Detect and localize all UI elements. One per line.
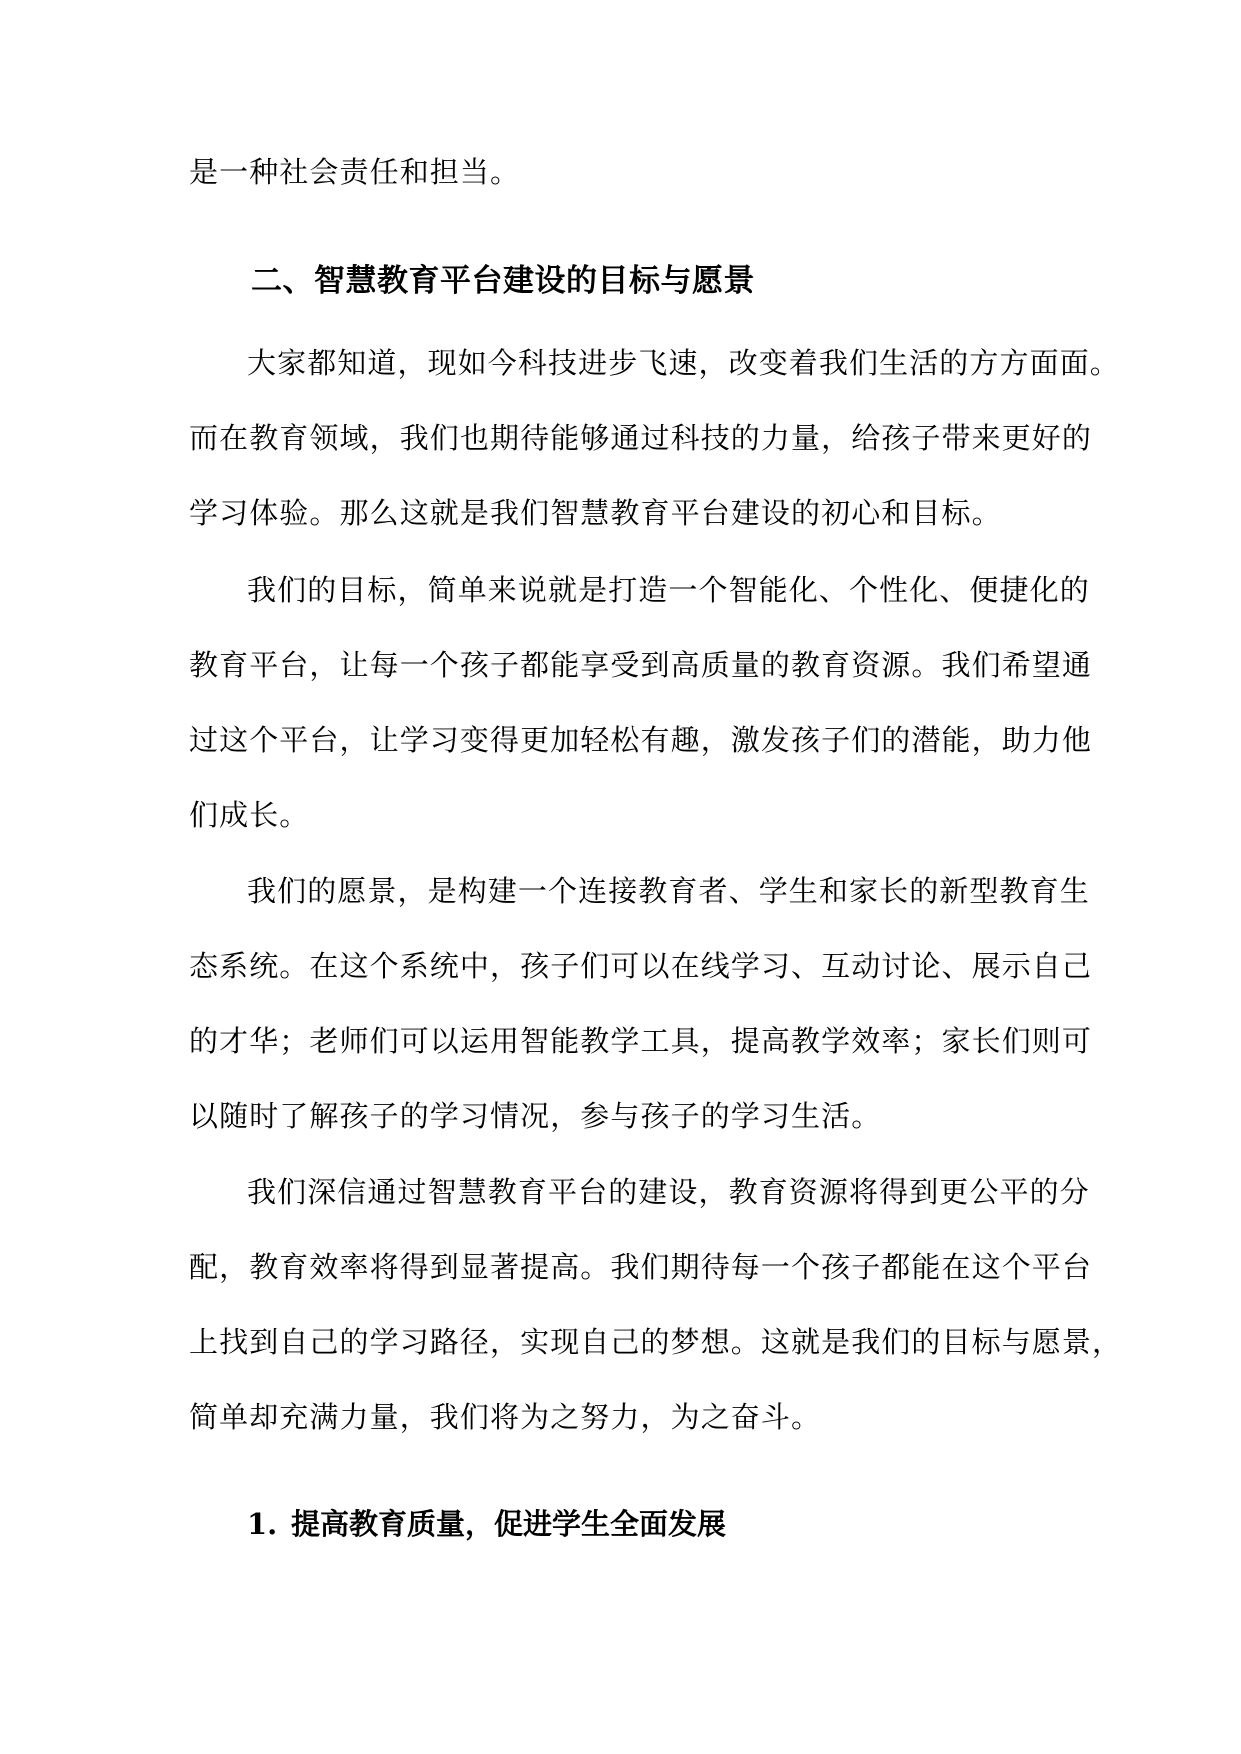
paragraph-line: 的才华；老师们可以运用智能教学工具，提高教学效率；家长们则可 (189, 1024, 1093, 1058)
paragraph-line: 教育平台，让每一个孩子都能享受到高质量的教育资源。我们希望通 (189, 648, 1093, 682)
paragraph-line: 过这个平台，让学习变得更加轻松有趣，激发孩子们的潜能，助力他 (189, 723, 1093, 757)
subheading-number: 1. (247, 1507, 278, 1541)
paragraph-line: 学习体验。那么这就是我们智慧教育平台建设的初心和目标。 (189, 496, 1002, 530)
paragraph-line: 我们深信通过智慧教育平台的建设，教育资源将得到更公平的分 (247, 1175, 1090, 1209)
continuation-line: 是一种社会责任和担当。 (189, 155, 521, 189)
paragraph-line: 配，教育效率将得到显著提高。我们期待每一个孩子都能在这个平台 (189, 1250, 1093, 1284)
paragraph-line: 大家都知道，现如今科技进步飞速，改变着我们生活的方方面面。 (247, 346, 1120, 380)
subheading-text: 提高教育质量，促进学生全面发展 (291, 1507, 727, 1541)
paragraph-line: 上找到自己的学习路径，实现自己的梦想。这就是我们的目标与愿景， (189, 1325, 1123, 1359)
section-heading: 二、智慧教育平台建设的目标与愿景 (251, 263, 755, 299)
paragraph-line: 而在教育领域，我们也期待能够通过科技的力量，给孩子带来更好的 (189, 421, 1093, 455)
paragraph-line: 们成长。 (189, 798, 310, 832)
paragraph-line: 我们的目标，简单来说就是打造一个智能化、个性化、便捷化的 (247, 573, 1090, 607)
paragraph-line: 简单却充满力量，我们将为之努力，为之奋斗。 (189, 1400, 822, 1434)
paragraph-line: 我们的愿景，是构建一个连接教育者、学生和家长的新型教育生 (247, 874, 1090, 908)
paragraph-line: 态系统。在这个系统中，孩子们可以在线学习、互动讨论、展示自己 (189, 949, 1093, 983)
paragraph-line: 以随时了解孩子的学习情况，参与孩子的学习生活。 (189, 1099, 882, 1133)
